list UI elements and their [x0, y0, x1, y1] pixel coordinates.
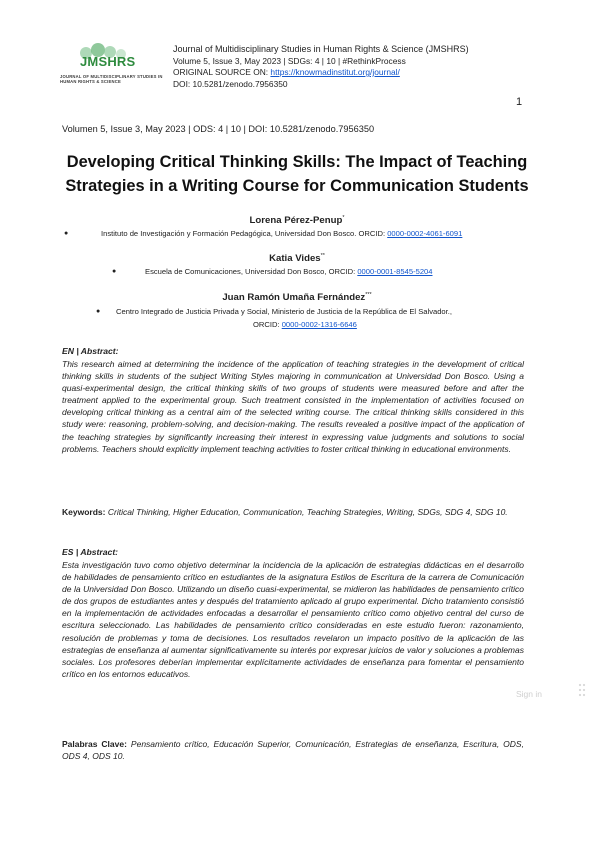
keywords-label: Keywords: [62, 507, 106, 517]
author-mark: ** [320, 253, 325, 259]
journal-logo [60, 40, 175, 92]
drag-handle-icon[interactable] [578, 683, 586, 697]
logo-subtitle: JOURNAL OF MULTIDISCIPLINARY STUDIES IN HUMAN RIGHTS & SCIENCE [60, 74, 163, 84]
journal-info [173, 44, 543, 90]
author-3 [62, 292, 532, 303]
title-line-2: Strategies in a Writing Course for Communication Students [65, 177, 529, 195]
journal-title: Journal of Multidisciplinary Studies in Human Rights & Science (JMSHRS) [173, 44, 469, 54]
orcid-link[interactable]: 0000-0002-1316-6646 [281, 320, 357, 329]
affiliation-text-2: ORCID: [253, 320, 280, 329]
keywords-es [62, 738, 524, 762]
affiliation-text: Centro Integrado de Justicia Privada y Social, Ministerio de Justicia de la República de El Salvador., [116, 307, 452, 316]
header-doi: DOI: 10.5281/zenodo.7956350 [173, 78, 288, 89]
author-1 [62, 215, 532, 226]
paper-title [62, 150, 532, 198]
author-mark: * [342, 215, 345, 221]
abstract-en-text: This research aimed at determining the incidence of the application of teaching strategies in the development of critical thinking skills in students of the subject Writing Styles majoring in communication at Universidad Don Bosco. Using a quasi-experimental design, the critical thinking skills of two groups of students were measured before and after the treatment applied to the experimental group. Such treatment consisted in the implementation of activities focused on developing critical thinking as a central aim of the selected writing course. The critical thinking skills considered in this study were: reasoning, problem-solving, and decision-making. The results revealed a positive impact of the application of the teaching strategies by significantly increasing their interest in expressing value judgments and solutions to social problems. Teachers should explicitly implement teaching activities to foster critical thinking in educational environments. [62, 359, 524, 454]
author-name: Katia Vides [269, 253, 321, 265]
abstract-es-heading: ES | Abstract: [62, 547, 119, 557]
affiliation-2 [145, 265, 433, 278]
issue-line: Volume 5, Issue 3, May 2023 | SDGs: 4 | 10 | #RethinkProcess [173, 55, 406, 66]
keywords-label: Palabras Clave: [62, 739, 127, 749]
affiliation-orcid-line [116, 318, 526, 331]
orcid-link[interactable]: 0000-0002-4061-6091 [387, 229, 463, 238]
abstract-en-heading: EN | Abstract: [62, 346, 119, 356]
author-name: Lorena Pérez-Penup [249, 215, 343, 227]
title-line-1: Developing Critical Thinking Skills: The Impact of Teaching [66, 153, 528, 171]
source-label: ORIGINAL SOURCE ON: [173, 67, 269, 77]
author-2 [62, 253, 532, 264]
bullet-icon: ● [64, 230, 69, 237]
affiliation-text: Escuela de Comunicaciones, Universidad Don Bosco, ORCID: [145, 267, 356, 276]
keywords-en [62, 506, 524, 518]
affiliation-1 [101, 227, 462, 240]
volume-line: Volumen 5, Issue 3, May 2023 | ODS: 4 | 10 | DOI: 10.5281/zenodo.7956350 [62, 124, 375, 134]
author-mark: *** [365, 292, 372, 298]
abstract-es-text: Esta investigación tuvo como objetivo determinar la incidencia de la aplicación de estrategias didácticas en el desarrollo de habilidades de pensamiento crítico en estudiantes de la asignatura Estilos de Escritura de la carrera de Comunicación de la Universidad Don Bosco. Utilizando un diseño cuasi-experimental, se midieron las habilidades de pensamiento crítico de dos grupos de estudiantes antes y después del tratamiento aplicado al grupo experimental. Dicho tratamiento consistió en la implementación de actividades enfocadas a desarrollar el pensamiento crítico como objetivo central del curso de escritura seleccionado. Las habilidades de pensamiento crítico consideradas en este estudio fueron: razonamiento, resolución de problemas y toma de decisiones. Los resultados revelaron un impacto positivo de la aplicación de las estrategias de enseñanza al aumentar significativamente su interés por expresar juicios de valor y soluciones a problemas sociales. Los profesores deberían implementar explícitamente actividades de enseñanza para fomentar el pensamiento crítico en los entornos educativos. [62, 560, 524, 679]
orcid-link[interactable]: 0000-0001-8545-5204 [357, 267, 433, 276]
logo-wordmark: JMSHRS [80, 54, 136, 69]
keywords-text: Pensamiento crítico, Educación Superior, Comunicación, Estrategias de enseñanza, Escritura, ODS, ODS 4, ODS 10. [62, 739, 524, 762]
affiliation-text: Instituto de Investigación y Formación Pedagógica, Universidad Don Bosco. ORCID: [101, 229, 386, 238]
journal-header [60, 40, 540, 100]
author-name: Juan Ramón Umaña Fernández [222, 292, 366, 304]
bullet-icon: ● [96, 308, 101, 315]
source-line [173, 67, 543, 79]
affiliation-3 [116, 305, 526, 331]
source-link[interactable]: https://knowmadinstitut.org/journal/ [270, 67, 400, 77]
keywords-text: Critical Thinking, Higher Education, Communication, Teaching Strategies, Writing, SDGs, SDG 4, SDG 10. [107, 507, 508, 517]
sign-in-label: Sign in [516, 689, 542, 699]
bullet-icon: ● [112, 268, 117, 275]
page-number: 1 [516, 96, 523, 108]
